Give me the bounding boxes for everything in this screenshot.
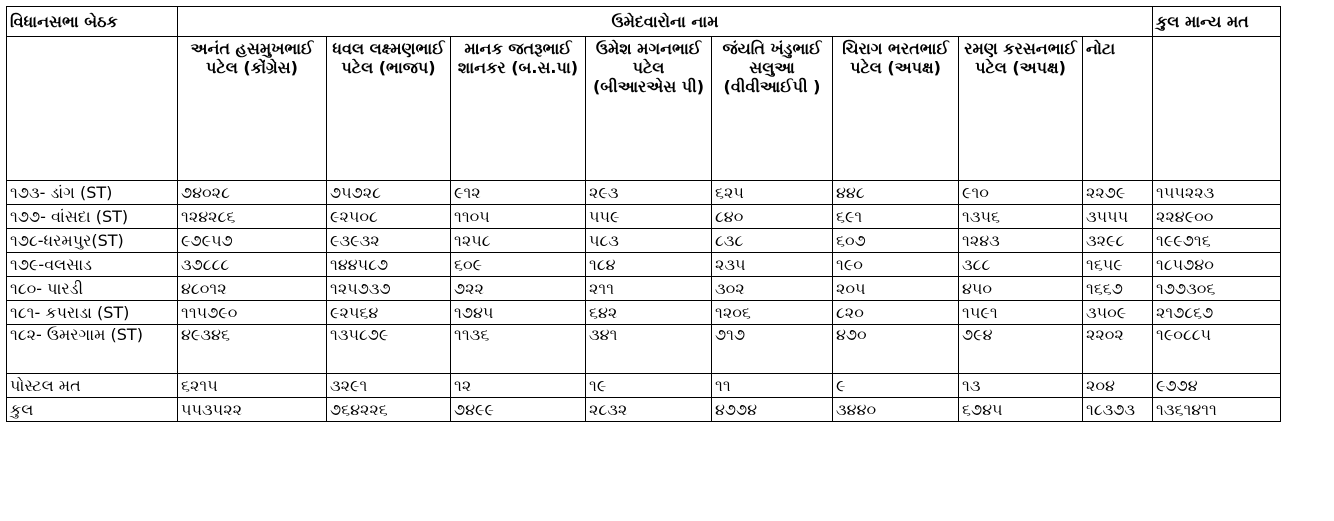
candidate-header: રમણ કરસનભાઈ પટેલ (અપક્ષ): [959, 37, 1083, 181]
total-cell: ૨૨૪૯૦૦: [1153, 205, 1281, 229]
table-row: [7, 181, 1281, 205]
nota-cell: ૨૨૭૯: [1083, 181, 1153, 205]
vote-cell: ૬૪૨: [586, 301, 712, 325]
nota-cell: ૩૫૦૯: [1083, 301, 1153, 325]
vote-cell: ૧૫૯૧: [959, 301, 1083, 325]
vote-cell: ૬૯૧: [833, 205, 959, 229]
vote-cell: ૧૧: [712, 374, 833, 398]
total-header: કુલ માન્ય મત: [1153, 7, 1281, 37]
vote-cell: ૧૯: [586, 374, 712, 398]
vote-cell: ૧૩૫૬: [959, 205, 1083, 229]
vote-cell: ૪૯૩૪૬: [178, 325, 327, 374]
total-header-spacer: [1153, 37, 1281, 181]
results-table-wrapper: [6, 6, 1281, 422]
table-row: [7, 253, 1281, 277]
vote-cell: ૩૦૨: [712, 277, 833, 301]
total-cell: ૧૩૬૧૪૧૧: [1153, 398, 1281, 422]
candidate-header: જંયતિ ખંડુભાઈ સલુઆ (વીવીઆઈપી ): [712, 37, 833, 181]
vote-cell: ૯૭૯૫૭: [178, 229, 327, 253]
vote-cell: ૧૨૪૩: [959, 229, 1083, 253]
vote-cell: ૧૨: [451, 374, 586, 398]
seat-header-spacer: [7, 37, 178, 181]
nota-cell: ૧૬૫૯: [1083, 253, 1153, 277]
candidate-header: ધવલ લક્ષ્મણભાઈ પટેલ (ભાજપ): [327, 37, 451, 181]
vote-cell: ૧૨૪૨૮૬: [178, 205, 327, 229]
vote-cell: ૧૯૦: [833, 253, 959, 277]
nota-cell: ૩૫૫૫: [1083, 205, 1153, 229]
vote-cell: ૮૪૦: [712, 205, 833, 229]
table-row-total: [7, 398, 1281, 422]
total-cell: ૧૮૫૭૪૦: [1153, 253, 1281, 277]
vote-cell: ૯: [833, 374, 959, 398]
vote-cell: ૯૧૨: [451, 181, 586, 205]
vote-cell: ૫૫૩૫૨૨: [178, 398, 327, 422]
vote-cell: ૩૪૧: [586, 325, 712, 374]
vote-cell: ૪૮૦૧૨: [178, 277, 327, 301]
candidate-header: ઉમેશ મગનભાઈ પટેલ (બીઆરએસ પી): [586, 37, 712, 181]
total-cell: ૧૭૭૩૦૬: [1153, 277, 1281, 301]
table-row: [7, 229, 1281, 253]
nota-cell: ૧૬૬૭: [1083, 277, 1153, 301]
seat-cell: ૧૭૮-ધરમપુર(ST): [7, 229, 178, 253]
vote-cell: ૪૫૦: [959, 277, 1083, 301]
seat-header: વિધાનસભા બેઠક: [7, 7, 178, 37]
vote-cell: ૮૨૦: [833, 301, 959, 325]
vote-cell: ૯૧૦: [959, 181, 1083, 205]
vote-cell: ૯૨૫૬૪: [327, 301, 451, 325]
vote-cell: ૭૯૪: [959, 325, 1083, 374]
seat-cell: ૧૭૩- ડાંગ (ST): [7, 181, 178, 205]
vote-cell: ૭૨૨: [451, 277, 586, 301]
vote-cell: ૧૮૪: [586, 253, 712, 277]
candidates-header: ઉમેદવારોના નામ: [178, 7, 1153, 37]
candidate-header: અનંત હસમુખભાઈ પટેલ (કોંગ્રેસ): [178, 37, 327, 181]
vote-cell: ૪૪૮: [833, 181, 959, 205]
total-cell: ૨૧૭૮૬૭: [1153, 301, 1281, 325]
vote-cell: ૭૧૭: [712, 325, 833, 374]
vote-cell: ૫૮૩: [586, 229, 712, 253]
total-cell: ૧૯૦૮૮૫: [1153, 325, 1281, 374]
seat-cell: ૧૭૯-વલસાડ: [7, 253, 178, 277]
table-row: [7, 277, 1281, 301]
vote-cell: ૩૭૮૮૮: [178, 253, 327, 277]
header-row-top: [7, 7, 1281, 37]
nota-cell: ૨૦૪: [1083, 374, 1153, 398]
vote-cell: ૨૮૩૨: [586, 398, 712, 422]
vote-cell: ૧૨૦૬: [712, 301, 833, 325]
total-cell: ૯૭૭૪: [1153, 374, 1281, 398]
vote-cell: ૧૭૪૫: [451, 301, 586, 325]
vote-cell: ૭૬૪૨૨૬: [327, 398, 451, 422]
seat-cell: કુલ: [7, 398, 178, 422]
seat-cell: ૧૮૧- કપરાડા (ST): [7, 301, 178, 325]
vote-cell: ૧૧૦૫: [451, 205, 586, 229]
vote-cell: ૭૫૭૨૮: [327, 181, 451, 205]
header-row-candidates: [7, 37, 1281, 181]
vote-cell: ૬૨૧૫: [178, 374, 327, 398]
seat-cell: ૧૮૦- પારડી: [7, 277, 178, 301]
vote-cell: ૬૦૭: [833, 229, 959, 253]
vote-cell: ૩૮૮: [959, 253, 1083, 277]
vote-cell: ૪૭૭૪: [712, 398, 833, 422]
vote-cell: ૬૭૪૫: [959, 398, 1083, 422]
nota-cell: ૩૨૯૮: [1083, 229, 1153, 253]
vote-cell: ૩૪૪૦: [833, 398, 959, 422]
nota-cell: ૨૨૦૨: [1083, 325, 1153, 374]
vote-cell: ૧૧૩૬: [451, 325, 586, 374]
vote-cell: ૧૨૫૭૩૭: [327, 277, 451, 301]
vote-cell: ૨૧૧: [586, 277, 712, 301]
table-row: [7, 374, 1281, 398]
vote-cell: ૫૫૯: [586, 205, 712, 229]
seat-cell: ૧૮૨- ઉમરગામ (ST): [7, 325, 178, 374]
vote-cell: ૯૨૫૦૮: [327, 205, 451, 229]
nota-header: નોટા: [1083, 37, 1153, 181]
vote-cell: ૧૪૪૫૮૭: [327, 253, 451, 277]
candidate-header: માનક જતરૂભાઈ શાનકર (બ.સ.પા): [451, 37, 586, 181]
vote-cell: ૭૪૦૨૮: [178, 181, 327, 205]
vote-cell: ૨૦૫: [833, 277, 959, 301]
vote-cell: ૧૨૫૮: [451, 229, 586, 253]
total-cell: ૧૯૯૭૧૬: [1153, 229, 1281, 253]
candidate-header: ચિરાગ ભરતભાઈ પટેલ (અપક્ષ): [833, 37, 959, 181]
vote-cell: ૭૪૯૯: [451, 398, 586, 422]
total-cell: ૧૫૫૨૨૩: [1153, 181, 1281, 205]
vote-cell: ૯૩૯૩૨: [327, 229, 451, 253]
vote-cell: ૧૩: [959, 374, 1083, 398]
table-row: [7, 301, 1281, 325]
table-row: [7, 205, 1281, 229]
results-table: [6, 6, 1281, 422]
vote-cell: ૨૩૫: [712, 253, 833, 277]
vote-cell: ૬૨૫: [712, 181, 833, 205]
table-row: [7, 325, 1281, 374]
vote-cell: ૨૯૩: [586, 181, 712, 205]
seat-cell: પોસ્ટલ મત: [7, 374, 178, 398]
vote-cell: ૩૨૯૧: [327, 374, 451, 398]
seat-cell: ૧૭૭- વાંસદા (ST): [7, 205, 178, 229]
vote-cell: ૧૩૫૮૭૯: [327, 325, 451, 374]
vote-cell: ૮૩૮: [712, 229, 833, 253]
vote-cell: ૬૦૯: [451, 253, 586, 277]
vote-cell: ૧૧૫૭૯૦: [178, 301, 327, 325]
vote-cell: ૪૭૦: [833, 325, 959, 374]
nota-cell: ૧૮૩૭૩: [1083, 398, 1153, 422]
